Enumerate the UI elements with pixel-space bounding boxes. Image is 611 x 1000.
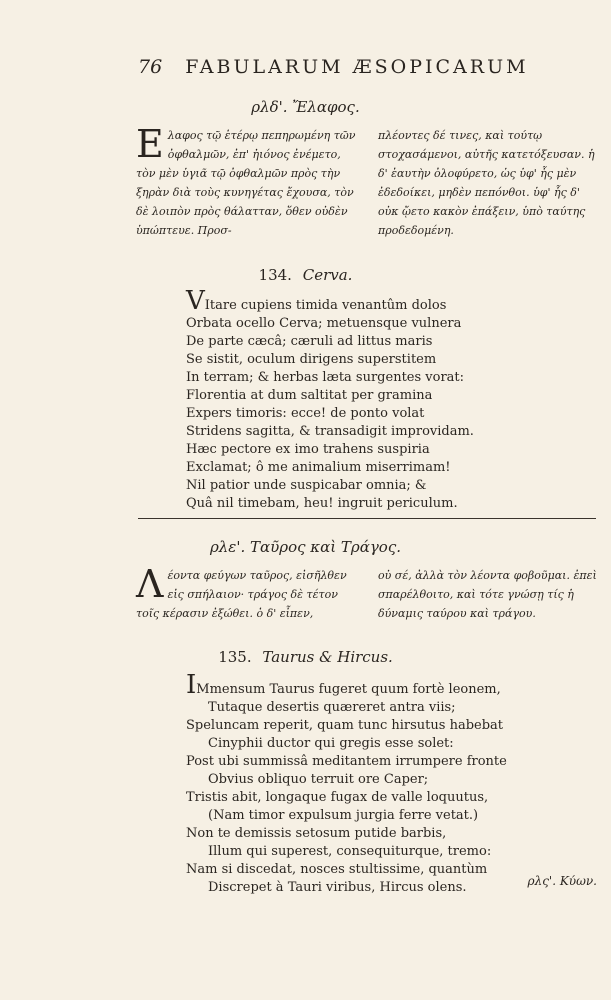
verse-line: Speluncam reperit, quam tunc hirsutus habebat — [186, 718, 504, 733]
verse-line: (Nam timor expulsum jurgia ferre vetat.) — [208, 808, 479, 823]
verse-line: In terram; & herbas læta surgentes vorat: — [186, 370, 465, 385]
section-divider — [138, 518, 596, 519]
running-title: FABULARUM ÆSOPICARUM — [185, 56, 529, 78]
verse-line: Stridens sagitta, & transadigit improvidam. — [186, 424, 474, 439]
fable-135-greek-text — [136, 562, 598, 623]
verse-line: Discrepet à Tauri viribus, Hircus olens. — [208, 880, 467, 895]
fable-134-greek-title: ρλδ'. Ἔλαφος. — [251, 98, 360, 116]
drop-cap: Λ — [136, 562, 164, 606]
verse-line: Post ubi summissâ meditantem irrumpere fronte — [186, 754, 507, 769]
verse-line: Florentia at dum saltitat per gramina — [186, 388, 433, 403]
fable-135-greek-title: ρλε'. Ταῦρος καὶ Τράγος. — [209, 538, 402, 556]
verse-line: Quâ nil timebam, heu! ingruit periculum. — [186, 496, 458, 511]
verse-line: IMmensum Taurus fugeret quum fortè leonem, — [186, 670, 501, 700]
drop-cap: Ε — [136, 122, 164, 166]
fable-135-verse — [186, 670, 576, 897]
verse-line: Hæc pectore ex imo trahens suspiria — [186, 442, 430, 457]
catchword: ρλς'. Κύων. — [527, 874, 597, 888]
verse-line: De parte cæcâ; cæruli ad littus maris — [186, 334, 433, 349]
running-header — [138, 56, 548, 78]
greek-column-right: οὐ σέ, ἀλλὰ τὸν λέοντα φοβοῦμαι. ἐπεὶ σπαρέλθοιτο, καὶ τότε γνώσῃ τίς ἡ δύναμις ταύρου καὶ τράγου. — [378, 569, 597, 620]
verse-line: Obvius obliquo terruit ore Caper; — [208, 772, 429, 787]
verse-line: Illum qui superest, consequiturque, tremo: — [208, 844, 492, 859]
verse-line: Nam si discedat, nosces stultissime, quantùm — [186, 862, 488, 877]
page-number: 76 — [138, 56, 163, 78]
verse-line: Exclamat; ô me animalium miserrimam! — [186, 460, 451, 475]
verse-line: Cinyphii ductor qui gregis esse solet: — [208, 736, 454, 751]
verse-line: Se sistit, oculum dirigens superstitem — [186, 352, 437, 367]
fable-135-latin-title — [0, 648, 611, 666]
verse-line: Nil patior unde suspicabar omnia; & — [186, 478, 427, 493]
fable-134-greek-text — [136, 122, 598, 240]
verse-line: Tristis abit, longaque fugax de valle loquutus, — [186, 790, 489, 805]
greek-column-right: πλέοντες δέ τινες, καὶ τούτῳ στοχασάμενοι, αὐτῆς κατετόξευσαν. ἡ δ' ἑαυτὴν ὀλοφύρετο, ὡς ὑφ' ἧς μὲν ἐδεδοίκει, μηδὲν πεπόνθοι. ὑφ' ἧς δ' οὐκ ᾤετο κακὸν ἐπάξειν, ὑπὸ ταύτης προδεδομένη. — [378, 129, 595, 237]
fable-134-latin-title — [0, 266, 611, 284]
fable-134-verse — [186, 286, 576, 513]
greek-paragraph: έοντα φεύγων ταῦρος, εἰσῆλθεν εἰς σπήλαιον· τράγος δὲ τέτον τοῖς κέρασιν ἐξώθει. ὁ δ' εἶπεν, — [136, 569, 347, 620]
fable-number: 134. — [258, 266, 292, 284]
greek-paragraph: λαφος τῷ ἑτέρῳ πεπηρωμένη τῶν ὀφθαλμῶν, ἐπ' ἠιόνος ἐνέμετο, τὸν μὲν ὑγιᾶ τῷ ὀφθαλμῶν πρὸς τὴν ξηρὰν διὰ τοὺς κυνηγέτας ἔχουσα, τὸν δὲ λοιπὸν πρὸς θάλατταν, ὅθεν οὐδὲν ὑπώπτευε. Προσ- — [136, 129, 356, 237]
verse-line: Orbata ocello Cerva; metuensque vulnera — [186, 316, 462, 331]
drop-cap: V — [186, 286, 205, 316]
verse-line: Tutaque desertis quæreret antra viis; — [208, 700, 456, 715]
fable-number: 135. — [218, 648, 252, 666]
fable-name: Taurus & Hircus. — [262, 648, 393, 666]
fable-name: Cerva. — [302, 266, 353, 284]
greek-column-left — [136, 122, 356, 240]
verse-line: Expers timoris: ecce! de ponto volat — [186, 406, 425, 421]
verse-line: VItare cupiens timida venantûm dolos — [186, 286, 447, 316]
greek-column-left — [136, 562, 356, 623]
verse-line: Non te demissis setosum putide barbis, — [186, 826, 447, 841]
drop-cap: I — [186, 670, 197, 700]
